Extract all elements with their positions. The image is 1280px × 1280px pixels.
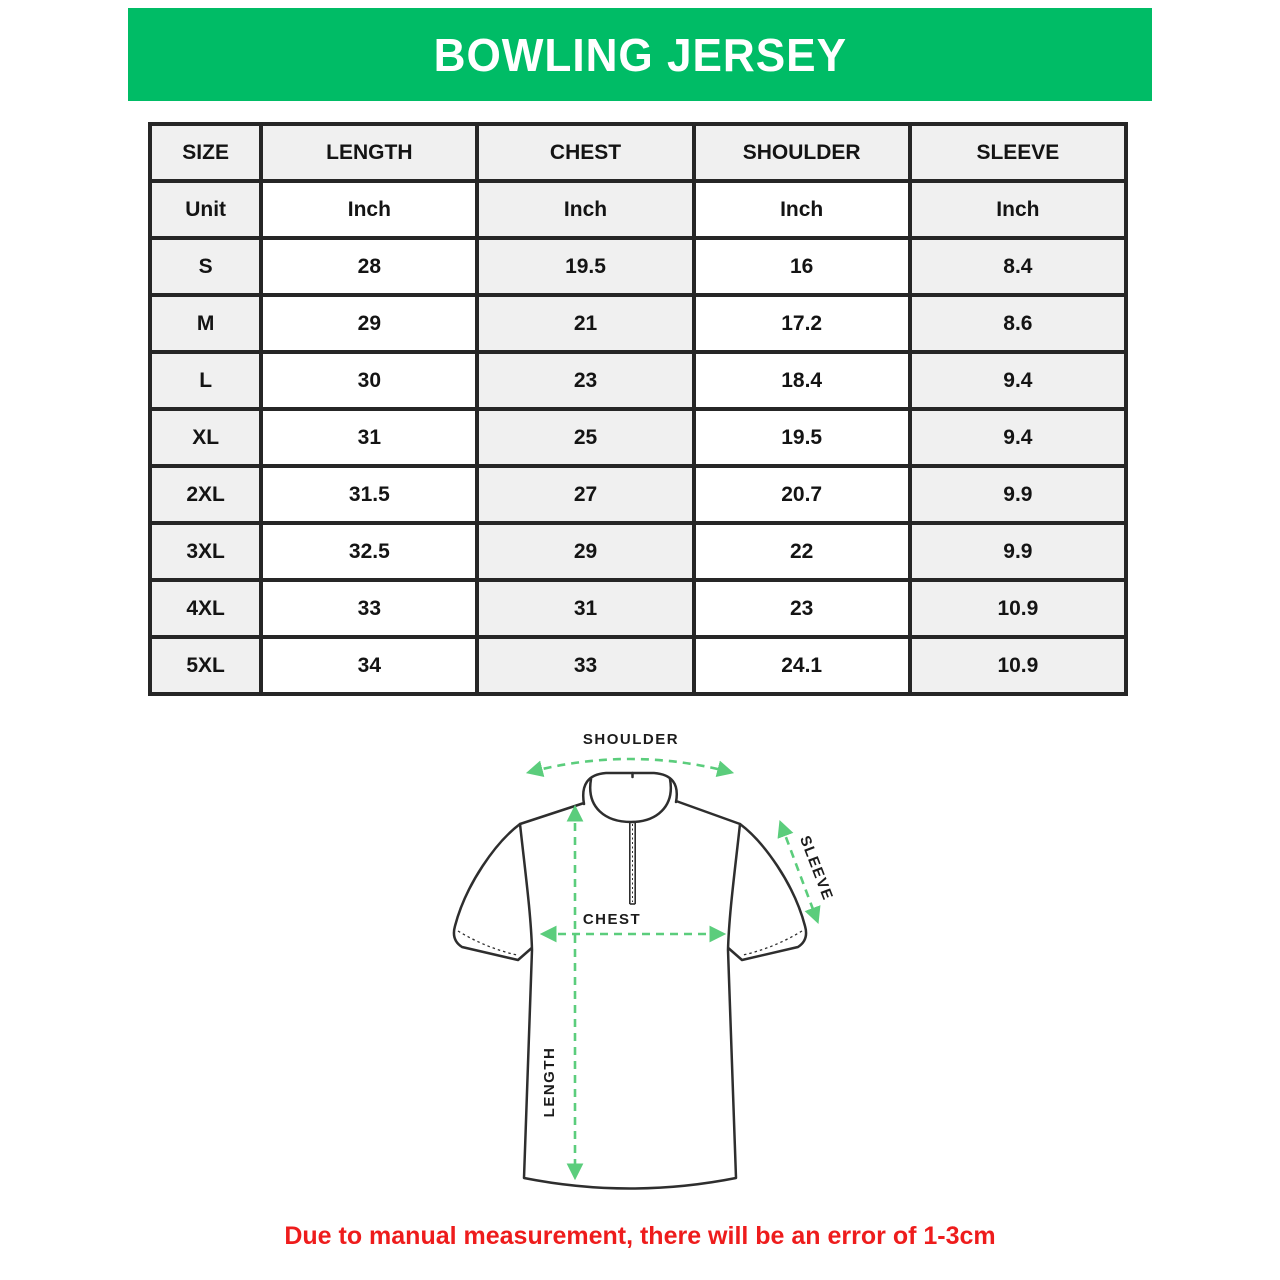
measurement-note: Due to manual measurement, there will be an error of 1-3cm: [284, 1222, 996, 1250]
measurement-cell: 16: [694, 238, 910, 295]
measurement-cell: 10.9: [910, 637, 1126, 694]
size-label-5xl: 5XL: [150, 637, 261, 694]
measurement-cell: 27: [477, 466, 693, 523]
size-label-3xl: 3XL: [150, 523, 261, 580]
size-row-5xl: [150, 637, 1126, 694]
measurement-cell: 25: [477, 409, 693, 466]
measurement-cell: 29: [477, 523, 693, 580]
length-label: LENGTH: [541, 1046, 558, 1118]
size-row-m: [150, 295, 1126, 352]
size-row-s: [150, 238, 1126, 295]
measurement-cell: 23: [477, 352, 693, 409]
measurement-cell: 18.4: [694, 352, 910, 409]
size-label-xl: XL: [150, 409, 261, 466]
size-label-l: L: [150, 352, 261, 409]
title-banner: [128, 8, 1152, 101]
measurement-cell: 29: [261, 295, 477, 352]
measurement-cell: 19.5: [477, 238, 693, 295]
unit-cell: Inch: [910, 181, 1126, 238]
measurement-cell: 9.9: [910, 523, 1126, 580]
table-header-row: [150, 124, 1126, 181]
measurement-cell: 32.5: [261, 523, 477, 580]
measurement-cell: 21: [477, 295, 693, 352]
size-row-3xl: [150, 523, 1126, 580]
size-chart-table: [148, 122, 1128, 696]
size-label-m: M: [150, 295, 261, 352]
size-label-4xl: 4XL: [150, 580, 261, 637]
measurement-cell: 23: [694, 580, 910, 637]
measurement-cell: 17.2: [694, 295, 910, 352]
shirt-measurement-diagram: [420, 712, 860, 1212]
size-row-xl: [150, 409, 1126, 466]
measurement-cell: 8.4: [910, 238, 1126, 295]
size-label-s: S: [150, 238, 261, 295]
measurement-cell: 31: [261, 409, 477, 466]
measurement-cell: 33: [261, 580, 477, 637]
measurement-cell: 20.7: [694, 466, 910, 523]
measurement-cell: 8.6: [910, 295, 1126, 352]
column-header-shoulder: SHOULDER: [694, 124, 910, 181]
measurement-cell: 24.1: [694, 637, 910, 694]
measurement-cell: 33: [477, 637, 693, 694]
column-header-sleeve: SLEEVE: [910, 124, 1126, 181]
chest-label: CHEST: [582, 911, 642, 928]
measurement-cell: 31: [477, 580, 693, 637]
shoulder-arrow: [530, 759, 730, 772]
unit-cell: Inch: [477, 181, 693, 238]
measurement-cell: 34: [261, 637, 477, 694]
size-label-2xl: 2XL: [150, 466, 261, 523]
shoulder-label: SHOULDER: [582, 731, 680, 748]
measurement-cell: 30: [261, 352, 477, 409]
sleeve-label: SLEEVE: [796, 833, 837, 904]
measurement-cell: 10.9: [910, 580, 1126, 637]
shirt-diagram-svg: [420, 712, 860, 1212]
column-header-size: SIZE: [150, 124, 261, 181]
measurement-cell: 9.4: [910, 409, 1126, 466]
measurement-cell: 9.9: [910, 466, 1126, 523]
measurement-cell: 9.4: [910, 352, 1126, 409]
column-header-chest: CHEST: [477, 124, 693, 181]
unit-row: [150, 181, 1126, 238]
size-row-2xl: [150, 466, 1126, 523]
column-header-length: LENGTH: [261, 124, 477, 181]
unit-row-label: Unit: [150, 181, 261, 238]
unit-cell: Inch: [261, 181, 477, 238]
measurement-cell: 31.5: [261, 466, 477, 523]
size-row-l: [150, 352, 1126, 409]
unit-cell: Inch: [694, 181, 910, 238]
size-row-4xl: [150, 580, 1126, 637]
page-title: BOWLING JERSEY: [433, 28, 847, 81]
measurement-cell: 22: [694, 523, 910, 580]
measurement-cell: 19.5: [694, 409, 910, 466]
measurement-cell: 28: [261, 238, 477, 295]
